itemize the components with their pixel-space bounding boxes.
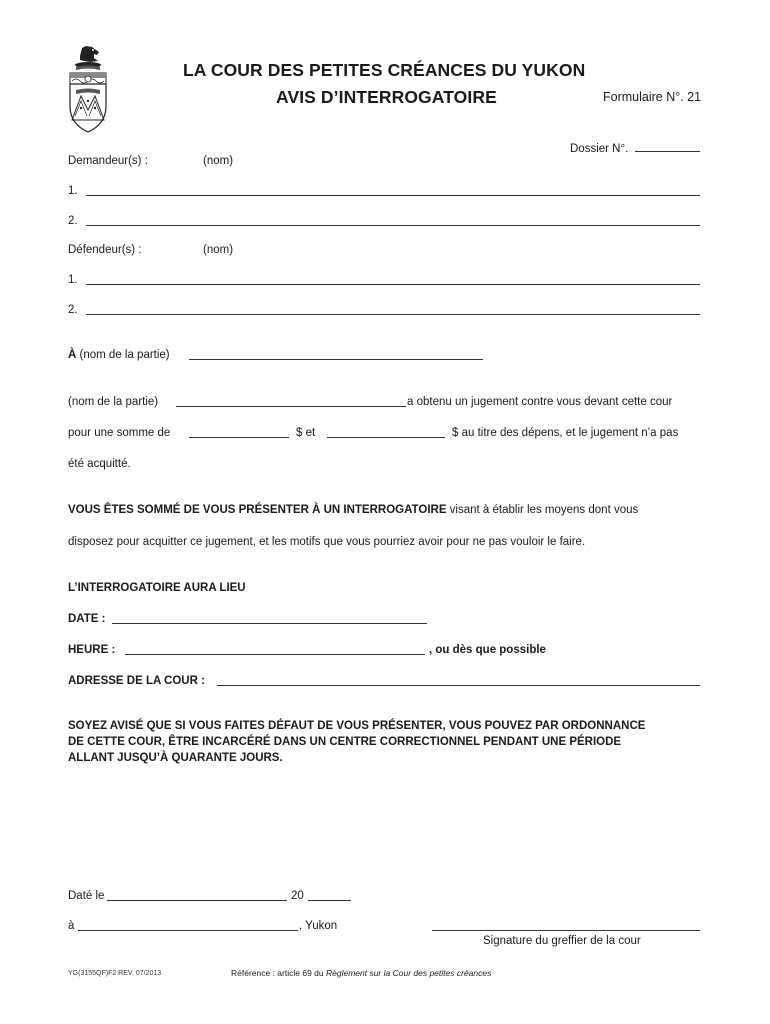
exam-time-field[interactable] [125, 643, 425, 655]
summons-line-1 [68, 504, 638, 516]
plaintiff-2-number: 2. [68, 215, 78, 227]
exam-time-label: HEURE : [68, 644, 116, 656]
clerk-signature-label: Signature du greffier de la cour [483, 935, 641, 947]
document-subtitle: AVIS D’INTERROGATOIRE [276, 87, 497, 107]
defendants-label: Défendeur(s) : [68, 244, 142, 256]
warning-line-1: SOYEZ AVISÉ QUE SI VOUS FAITES DÉFAUT DE VOUS PRÉSENTER, VOUS POUVEZ PAR ORDONNANCE [68, 720, 646, 732]
exam-address-field[interactable] [217, 674, 700, 686]
plaintiff-1-row [68, 185, 78, 197]
judgment-obtained-text: a obtenu un jugement contre vous devant cette cour [407, 396, 673, 408]
summons-line-2: disposez pour acquitter ce jugement, et les motifs que vous pourriez avoir pour ne pas vouloir le faire. [68, 536, 586, 548]
footer-reference-prefix: Référence : article 69 du [231, 968, 326, 978]
yukon-coat-of-arms-icon [66, 44, 110, 134]
exam-date-field[interactable] [112, 612, 427, 624]
form-number: Formulaire N°. 21 [603, 90, 702, 104]
judgment-party-field[interactable] [176, 395, 406, 407]
judgment-sum-prefix: pour une somme de [68, 427, 171, 439]
exam-date-label: DATE : [68, 613, 106, 625]
defendant-2-field[interactable] [86, 303, 700, 315]
dated-year-field[interactable] [308, 889, 351, 901]
warning-line-2: DE CETTE COUR, ÊTRE INCARCÉRÉ DANS UN CENTRE CORRECTIONNEL PENDANT UNE PÉRIODE [68, 736, 622, 748]
at-place-field[interactable] [78, 919, 298, 931]
summons-bold: VOUS ÊTES SOMMÉ DE VOUS PRÉSENTER À UN INTERROGATOIRE [68, 504, 447, 516]
exam-heading: L’INTERROGATOIRE AURA LIEU [68, 582, 246, 594]
exam-address-label: ADRESSE DE LA COUR : [68, 675, 205, 687]
dated-prefix: Daté le [68, 890, 105, 902]
judgment-dollar-and: $ et [296, 427, 316, 439]
footer-form-code: YG(3155QF)F2 REV. 07/2013 [68, 970, 162, 977]
file-number-row [570, 140, 700, 155]
dated-day-field[interactable] [107, 889, 287, 901]
plaintiff-2-row [68, 215, 78, 227]
defendant-2-number: 2. [68, 304, 78, 316]
file-number-field[interactable] [635, 140, 700, 152]
yukon-text: , Yukon [299, 920, 338, 932]
exam-asap: , ou dès que possible [429, 644, 546, 656]
judgment-sum-field[interactable] [189, 426, 289, 438]
footer-reference-italic: Règlement sur la Cour des petites créances [325, 968, 492, 978]
plaintiffs-label: Demandeur(s) : [68, 155, 148, 167]
at-prefix: à [68, 920, 75, 932]
judgment-party-label: (nom de la partie) [68, 396, 159, 408]
defendant-1-field[interactable] [86, 273, 700, 285]
clerk-signature-field[interactable] [432, 919, 700, 931]
defendant-1-row [68, 274, 78, 286]
judgment-costs-text: $ au titre des dépens, et le jugement n’a pas [452, 427, 679, 439]
defendant-2-row [68, 304, 78, 316]
dated-year-prefix: 20 [291, 890, 304, 902]
footer-reference [231, 968, 491, 978]
defendants-name-hint: (nom) [203, 244, 234, 256]
plaintiffs-name-hint: (nom) [203, 155, 234, 167]
to-party-marker: À [68, 349, 77, 361]
defendant-1-number: 1. [68, 274, 78, 286]
plaintiff-1-number: 1. [68, 185, 78, 197]
plaintiff-1-field[interactable] [86, 184, 700, 196]
judgment-costs-field[interactable] [327, 426, 445, 438]
to-party-label: (nom de la partie) [79, 349, 170, 361]
to-party-field[interactable] [189, 348, 483, 360]
judgment-not-paid: été acquitté. [68, 458, 131, 470]
to-party-row [68, 349, 170, 361]
file-number-label: Dossier N°. [570, 143, 629, 155]
plaintiff-2-field[interactable] [86, 214, 700, 226]
document-title: LA COUR DES PETITES CRÉANCES DU YUKON [183, 60, 586, 80]
summons-rest: visant à établir les moyens dont vous [446, 504, 639, 516]
warning-line-3: ALLANT JUSQU’À QUARANTE JOURS. [68, 752, 283, 764]
